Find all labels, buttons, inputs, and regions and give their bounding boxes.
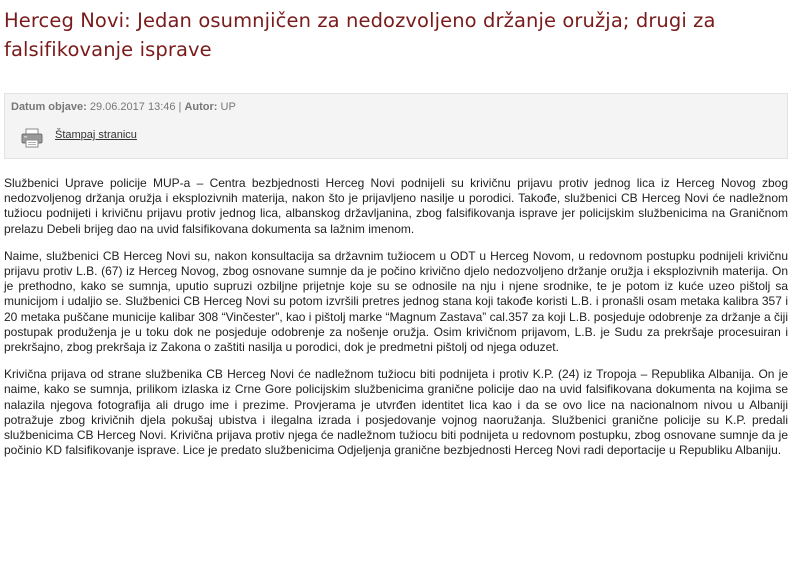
publish-meta [11,101,236,113]
author-label: Autor: [184,101,218,113]
article-paragraph-1: Službenici Uprave policije MUP-a – Centra bezbjednosti Herceg Novi podnijeli su krivičnu prijavu protiv jednog lica iz Herceg Novog zbog nedozvoljenog držanja oružja i eksplozivnih materija, nakon što je prijavljeno nasilje u porodici. Takođe, službenici CB Herceg Novi će nadležnom tužiocu podnijeti i krivičnu prijavu protiv jednog lica, albanskog državljanina, zbog falsifikovanja isprave jer policijskim službenicima na Graničnom prelazu Debeli brijeg dao na uvid falsifikovana dokumenta sa lažnim imenom. [4,176,788,236]
article-paragraph-2: Naime, službenici CB Herceg Novi su, nakon konsultacija sa državnim tužiocem u ODT u Herceg Novom, u redovnom postupku podnijeli krivičnu prijavu protiv L.B. (67) iz Herceg Novog, zbog osnovane sumnje da je počino krivično djelo nedozvoljeno držanje oružja i eksplozivnih materija. On je prethodno, kako se sumnja, uputio supruzi ozbiljne prijetnje koje su se odnosile na nju i njene srodnike, te je potom iz kuće uzeo pištolj sa municijom i udaljio se. Službenici CB Herceg Novi su potom izvršili pretres jednog stana koji takođe koristi L.B. i pronašli osam metaka kalibra 357 i 20 metaka puščane municije kalibar 308 “Vinčester”, kao i pištolj marke “Magnum Zastava” cal.357 za koji L.B. posjeduje odobrenje za držanje a čiji postupak produženja je u toku dok ne posjeduje odobrenje za nošenje oružja. Osim krivičnom prijavom, L.B. je Sudu za prekršaje procesuiran i prekršajno, zbog prekršaja iz Zakona o zaštiti nasilja u porodici, dok je predmetni pištolj od njega oduzet. [4,248,788,355]
print-page-link[interactable]: Štampaj stranicu [55,129,137,141]
article-title: Herceg Novi: Jedan osumnjičen za nedozvoljeno držanje oružja; drugi za falsifikovanje isprave [4,9,716,61]
date-label: Datum objave: [11,101,87,113]
date-value: 29.06.2017 13:46 | [86,101,185,113]
author-value: UP [217,101,236,113]
article-info-panel [4,93,788,159]
article-body [4,176,788,470]
article-paragraph-3: Krivična prijava od strane službenika CB Herceg Novi će nadležnom tužiocu biti podnijeta i protiv K.P. (24) iz Tropoja – Republika Albanija. On je naime, kako se sumnja, prilikom izlaska iz Crne Gore policijskim službenicima granične policije dao na uvid falsifikovana dokumenta na kojima se nalazila njegova fotografija ali drugo ime i prezime. Provjerama je utvrđen identitet lica kao i da se ovo lice na nacionalnom nivou u Albaniji potražuje zbog krivičnih djela pokušaj ubistva i ilegalna izrada i posjedovanje vojnog naoružanja. Službenici granične policije su K.P. predali službenicima CB Herceg Novi. Krivična prijava protiv njega će nadležnom tužiocu biti podnijeta u redovnom postupku, zbog osnovane sumnje da je počinio KD falsifikovanje isprave. Lice je predato službenicima Odjeljenja granične bezbjednosti Herceg Novi radi deportacije u Republiku Albaniju. [4,367,788,458]
printer-icon[interactable] [21,128,43,148]
